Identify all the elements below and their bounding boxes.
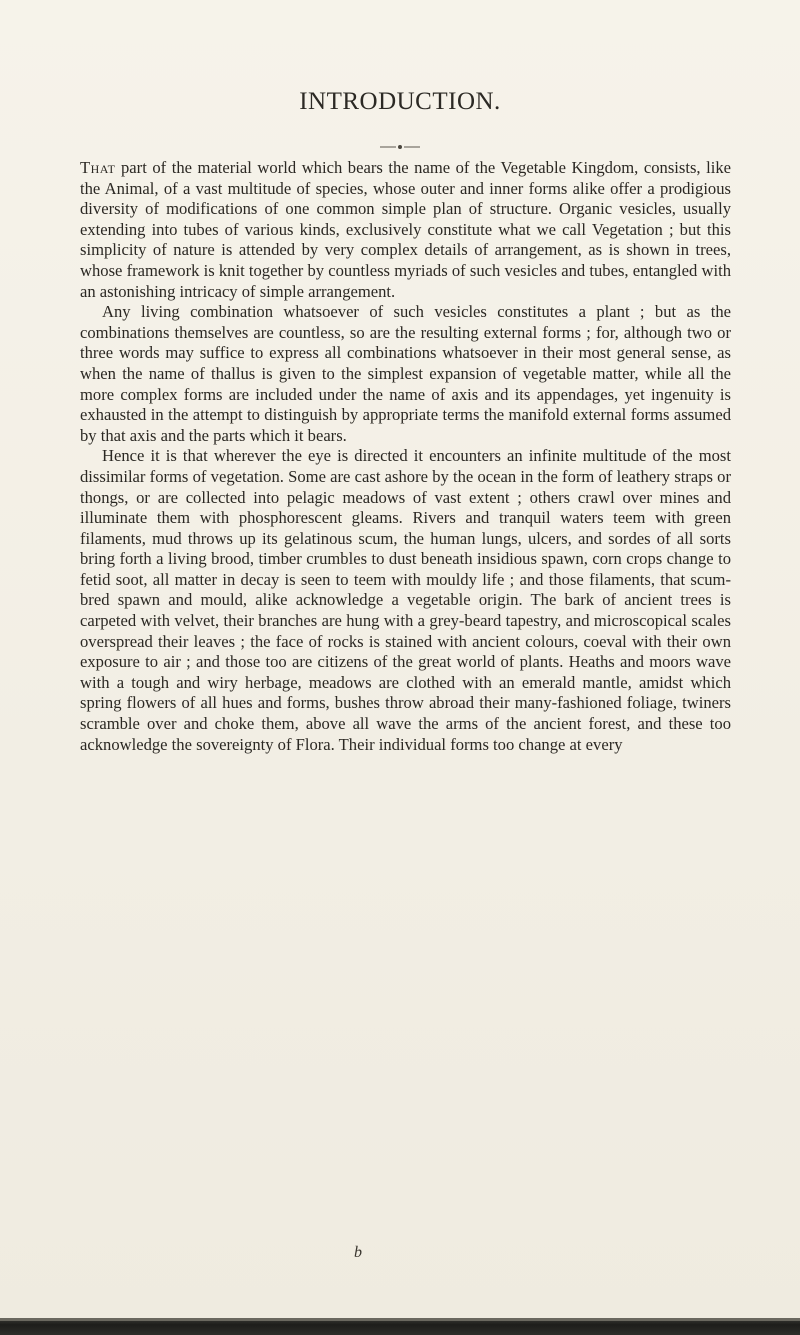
ornament-rule <box>376 143 424 151</box>
paragraph-text: part of the material world which bears the name of the Vegetable Kingdom, consists, like the Animal, of a vast multitude of species, whose outer and inner forms alike offer a prodigious diversity of modifications of one common simple plan of structure. Organic vesicles, usually extending into tubes of various kinds, exclusively constitute what we call Vegetation ; but this simplicity of nature is attended by very complex details of arrangement, as is shown in trees, whose framework is knit together by countless myriads of such vesicles and tubes, entangled with an astonishing intricacy of simple arrangement. <box>80 158 731 301</box>
page-heading: INTRODUCTION. <box>299 88 501 115</box>
page-bottom-edge <box>0 1318 800 1335</box>
paragraph-2 <box>80 302 731 446</box>
page-edge-shade <box>0 1318 800 1321</box>
paragraph-lead: That <box>80 158 116 177</box>
paragraph-text: Any living combination whatsoever of such vesicles constitutes a plant ; but as the combinations themselves are countless, so are the resulting external forms ; for, although two or three words may suffice to express all combinations whatsoever in their most general sense, as when the name of thallus is given to the simplest expansion of vegetable matter, while all the more complex forms are included under the name of axis and its appendages, yet ingenuity is exhausted in the attempt to distinguish by appropriate terms the manifold external forms assumed by that axis and the parts which it bears. <box>80 302 731 445</box>
paragraph-3 <box>80 446 731 755</box>
paragraph-1 <box>80 158 731 302</box>
paragraph-text: Hence it is that wherever the eye is directed it encounters an infinite multitude of the most dissimilar forms of vegetation. Some are cast ashore by the ocean in the form of leathery straps or thongs, or are collected into pelagic meadows of vast extent ; others crawl over mines and illuminate them with phosphorescent gleams. Rivers and tranquil waters teem with green filaments, mud throws up its gelatinous scum, the human lungs, ulcers, and sordes of all sorts bring forth a living brood, timber crumbles to dust beneath insidious spawn, corn crops change to fetid soot, all matter in decay is seen to teem with mouldy life ; and those filaments, that scum-bred spawn and mould, alike acknowledge a vegetable origin. The bark of ancient trees is carpeted with velvet, their branches are hung with a grey-beard tapestry, and microscopical scales overspread their leaves ; the face of rocks is stained with ancient colours, coeval with their own exposure to air ; and those too are citizens of the great world of plants. Heaths and moors wave with a tough and wiry herbage, meadows are clothed with an emerald mantle, amidst which spring flowers of all hues and forms, bushes throw abroad their many-fashioned foliage, twiners scramble over and choke them, above all wave the arms of the ancient forest, and these too acknowledge the sovereignty of Flora. Their individual forms too change at every <box>80 446 731 754</box>
signature-mark: b <box>354 1244 362 1261</box>
body-text <box>80 158 731 755</box>
